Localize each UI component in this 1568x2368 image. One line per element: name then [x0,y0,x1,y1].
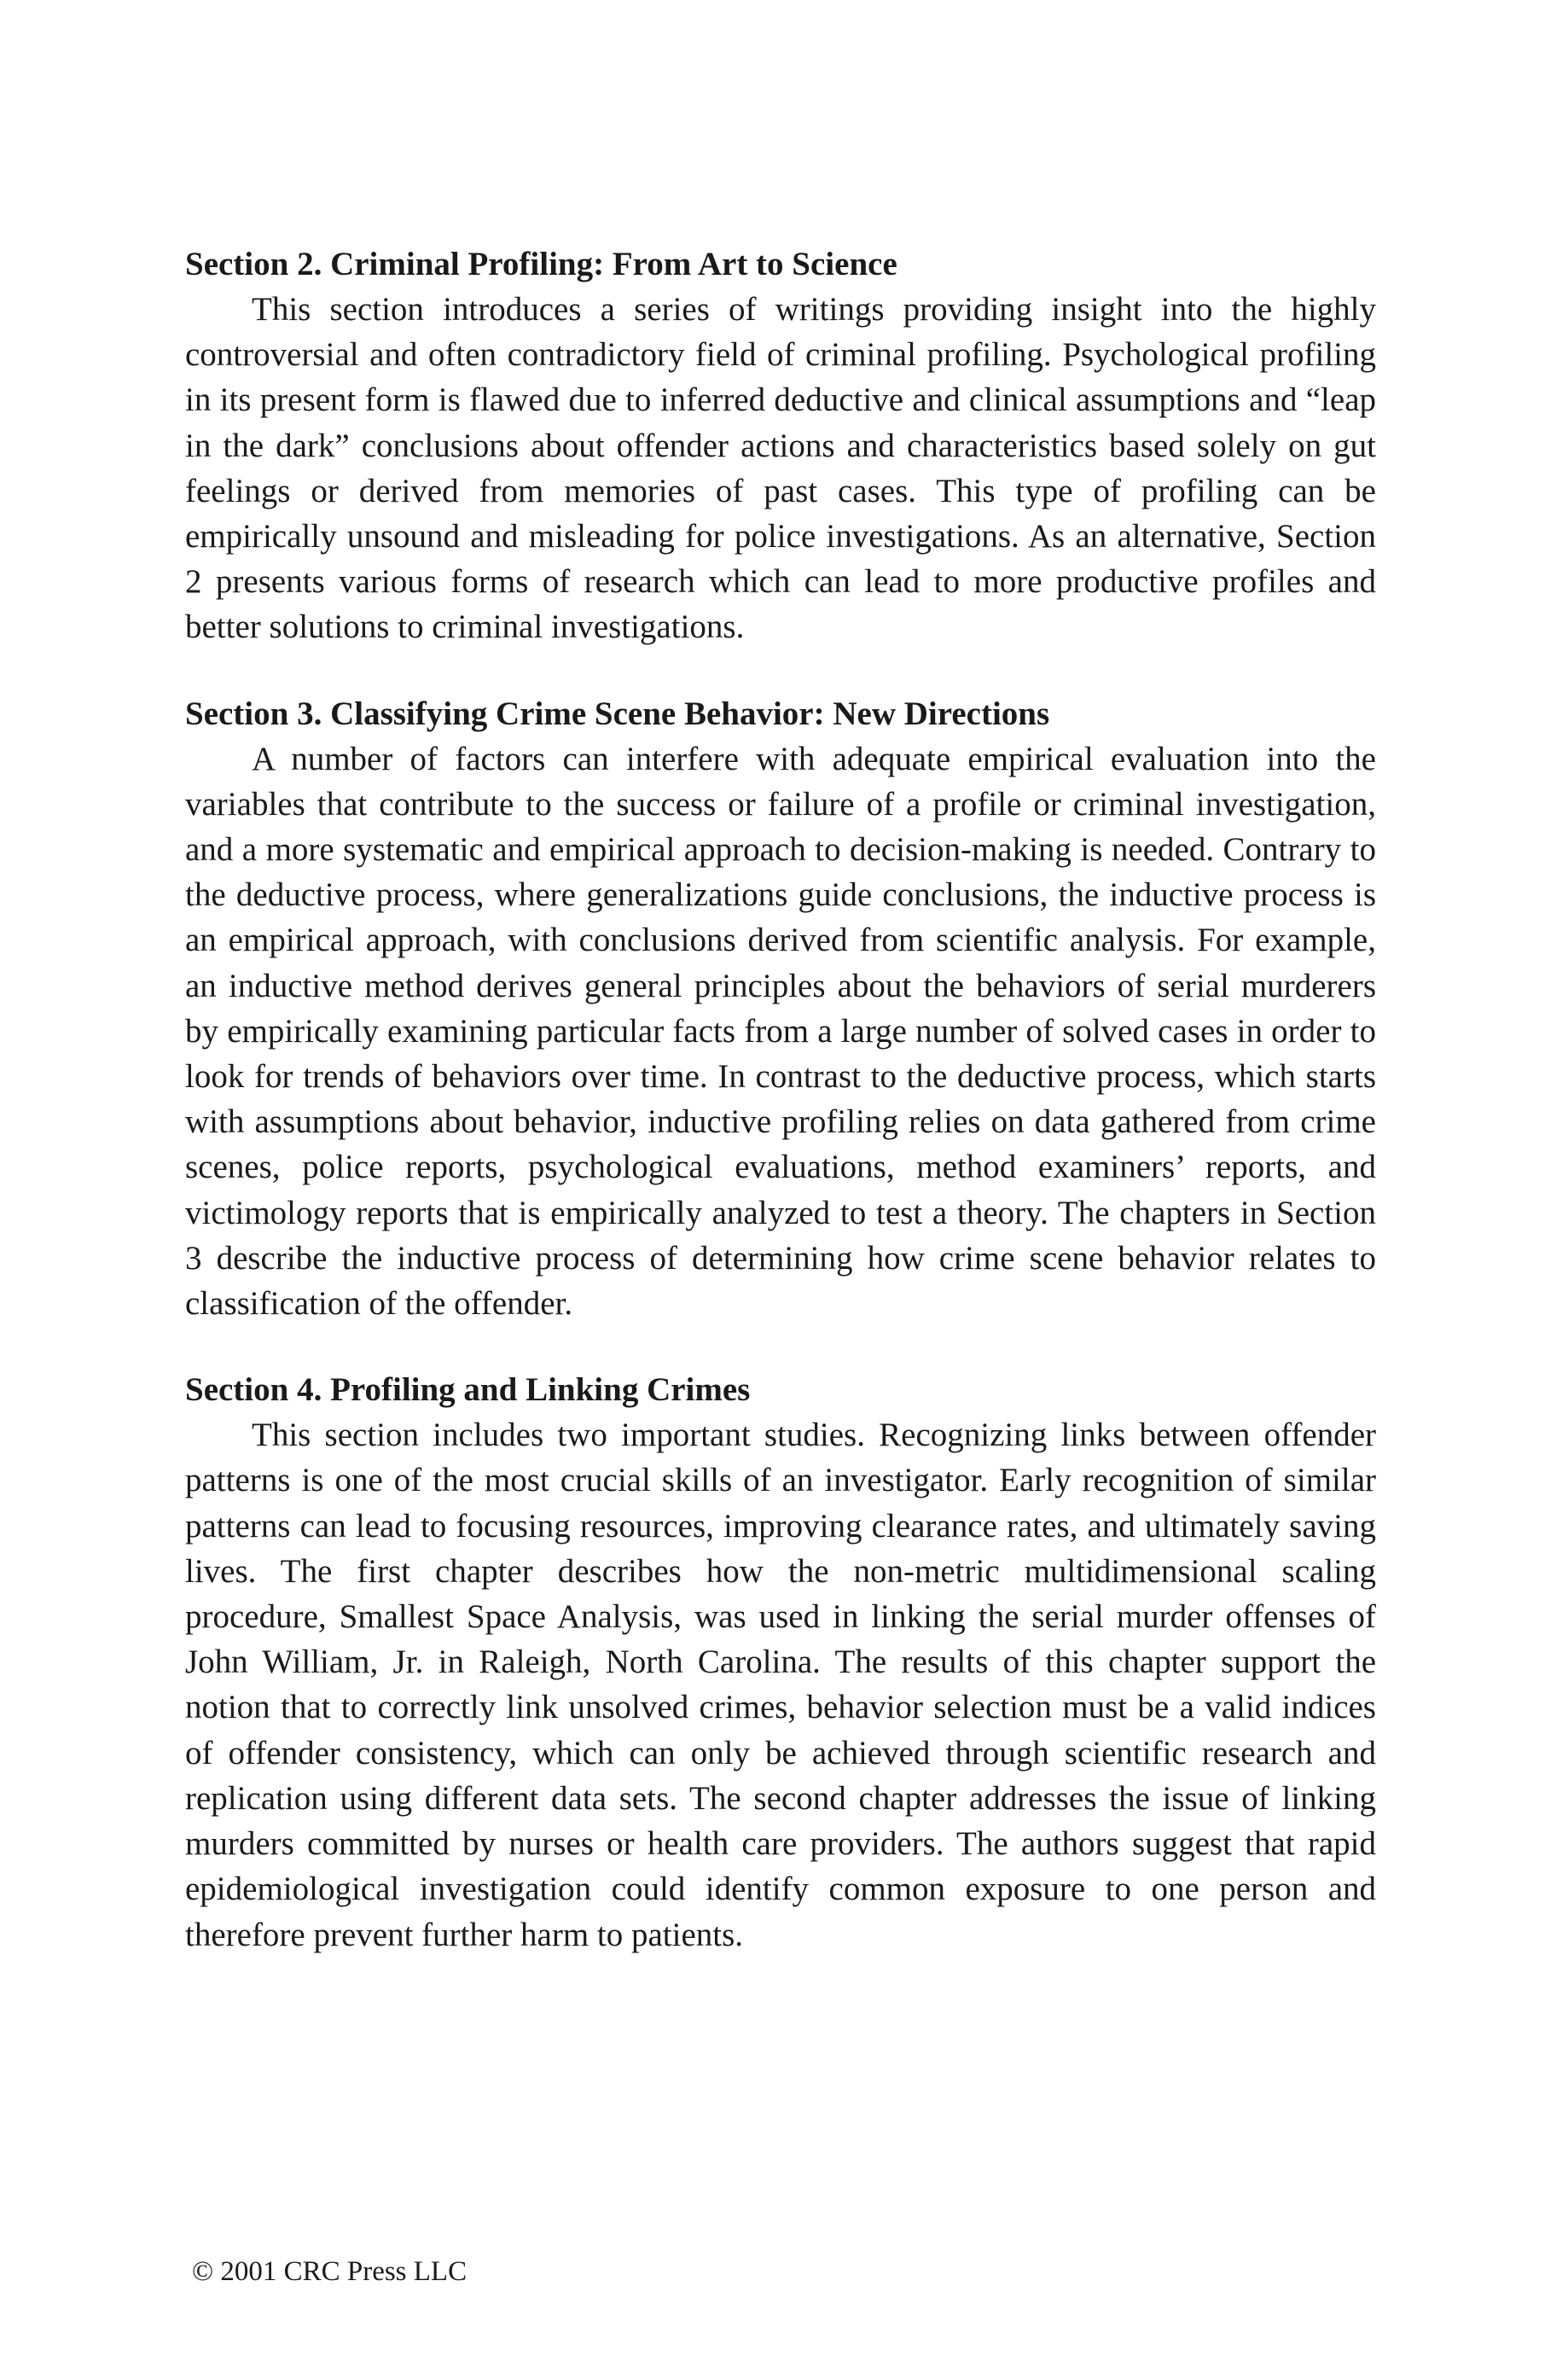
section-heading: Section 3. Classifying Crime Scene Behavior: New Directions [185,695,1050,732]
section-paragraph: A number of factors can interfere with adequate empirical evaluation into the variables that contribute to the success or failure of a profile or criminal investigation, and a more systematic and empirical approach to decision-making is needed. Contrary to the deductive process, where generalizations guide conclusions, the inductive process is an empirical approach, with conclusions derived from scientific analysis. For example, an inductive method derives general principles about the behaviors of serial murderers by empirically examining particular facts from a large number of solved cases in order to look for trends of behaviors over time. In contrast to the deductive process, which starts with assumptions about behavior, inductive profiling relies on data gathered from crime scenes, police reports, psychological evaluations, method examiners’ reports, and victimology reports that is empirically analyzed to test a theory. The chapters in Section 3 describe the inductive process of determining how crime scene behavior relates to classification of the offender. [185,740,1376,1323]
section-3 [185,691,1376,1327]
section-2 [185,241,1376,650]
section-paragraph: This section includes two important studies. Recognizing links between offender patterns is one of the most crucial skills of an investigator. Early recognition of similar patterns can lead to focusing resources, improving clearance rates, and ultimately saving lives. The first chapter describes how the non-metric multidimensional scaling procedure, Smallest Space Analysis, was used in linking the serial murder offenses of John William, Jr. in Raleigh, North Carolina. The results of this chapter support the notion that to correctly link unsolved crimes, behavior selection must be a valid indices of offender consistency, which can only be achieved through scientific research and replication using different data sets. The second chapter addresses the issue of linking murders committed by nurses or health care providers. The authors suggest that rapid epidemiological investigation could identify common exposure to one person and therefore prevent further harm to patients. [185,1417,1376,1953]
section-heading: Section 2. Criminal Profiling: From Art to Science [185,246,897,282]
page-content [185,241,1376,1999]
section-heading: Section 4. Profiling and Linking Crimes [185,1371,751,1409]
section-paragraph: This section introduces a series of writings providing insight into the highly controversial and often contradictory field of criminal profiling. Psychological profiling in its present form is flawed due to inferred deductive and clinical assumptions and “leap in the dark” conclusions about offender actions and characteristics based solely on gut feelings or derived from memories of past cases. This type of profiling can be empirically unsound and misleading for police investigations. As an alternative, Section 2 presents various forms of research which can lead to more productive profiles and better solutions to criminal investigations. [185,291,1376,646]
copyright-footer: © 2001 CRC Press LLC [192,2256,467,2287]
section-4 [185,1367,1376,1957]
